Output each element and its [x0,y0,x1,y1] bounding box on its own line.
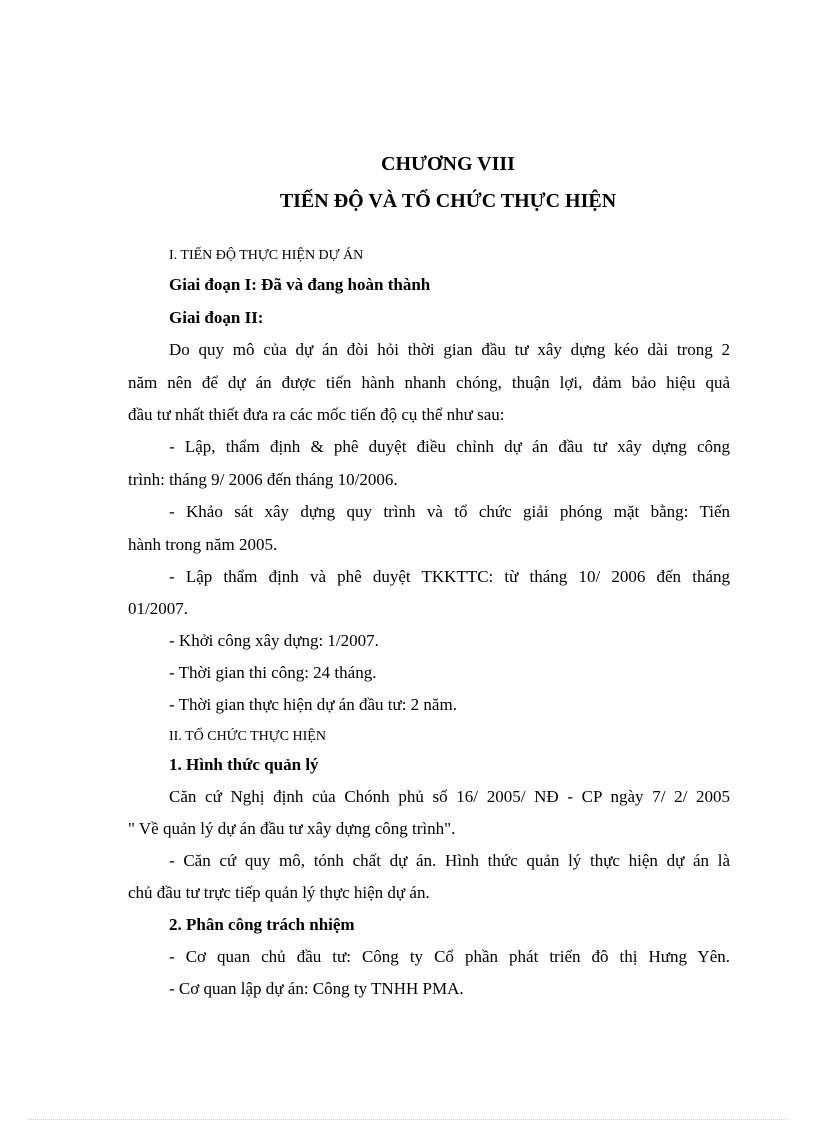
intro-line-1: Do quy mô của dự án đòi hỏi thời gian đầu tư xây dựng kéo dài trong 2 [169,340,730,359]
para-1-line-1: Căn cứ Nghị định của Chónh phủ số 16/ 2005/ NĐ - CP ngày 7/ 2/ 2005 [169,787,730,806]
item-2-line-2: hành trong năm 2005. [128,535,278,554]
section-1-heading: I. TIẾN ĐỘ THỰC HIỆN DỰ ÁN [169,248,364,263]
intro-line-3: đầu tư nhất thiết đưa ra các mốc tiến độ cụ thể như sau: [128,405,505,424]
item-6: - Thời gian thực hiện dự án đầu tư: 2 năm. [169,695,457,714]
item-3-line-2: 01/2007. [128,599,188,618]
item-2-line-1: - Khảo sát xây dựng quy trình và tổ chức giải phóng mặt bằng: Tiến [169,502,730,521]
page-bottom-divider [28,1119,788,1120]
responsibility-1: - Cơ quan chủ đầu tư: Công ty Cổ phần phát triển đô thị Hưng Yên. [169,947,730,966]
phase-2-heading: Giai đoạn II: [169,308,264,327]
responsibility-2: - Cơ quan lập dự án: Công ty TNHH PMA. [169,979,464,998]
section-2-heading: II. TỔ CHỨC THỰC HIỆN [169,729,326,744]
item-1-line-2: trình: tháng 9/ 2006 đến tháng 10/2006. [128,470,398,489]
item-1-line-1: - Lập, thẩm định & phê duyệt điều chỉnh dự án đầu tư xây dựng công [169,437,730,456]
subsection-2-heading: 2. Phân công trách nhiệm [169,915,355,934]
para-2-line-1: - Căn cứ quy mô, tónh chất dự án. Hình thức quản lý thực hiện dự án là [169,851,730,870]
item-3-line-1: - Lập thẩm định và phê duyệt TKKTTC: từ tháng 10/ 2006 đến tháng [169,567,730,586]
para-1-line-2: " Về quản lý dự án đầu tư xây dựng công trình". [128,819,456,838]
subsection-1-heading: 1. Hình thức quản lý [169,755,319,774]
phase-1-heading: Giai đoạn I: Đã và đang hoàn thành [169,275,431,294]
intro-line-2: năm nên để dự án được tiến hành nhanh chóng, thuận lợi, đảm bảo hiệu quả [128,373,730,392]
para-2-line-2: chủ đầu tư trực tiếp quản lý thực hiện dự án. [128,883,430,902]
chapter-title: TIẾN ĐỘ VÀ TỔ CHỨC THỰC HIỆN [279,190,617,212]
chapter-heading: CHƯƠNG VIII [381,153,515,175]
item-4: - Khởi công xây dựng: 1/2007. [169,631,379,650]
item-5: - Thời gian thi công: 24 tháng. [169,663,377,682]
